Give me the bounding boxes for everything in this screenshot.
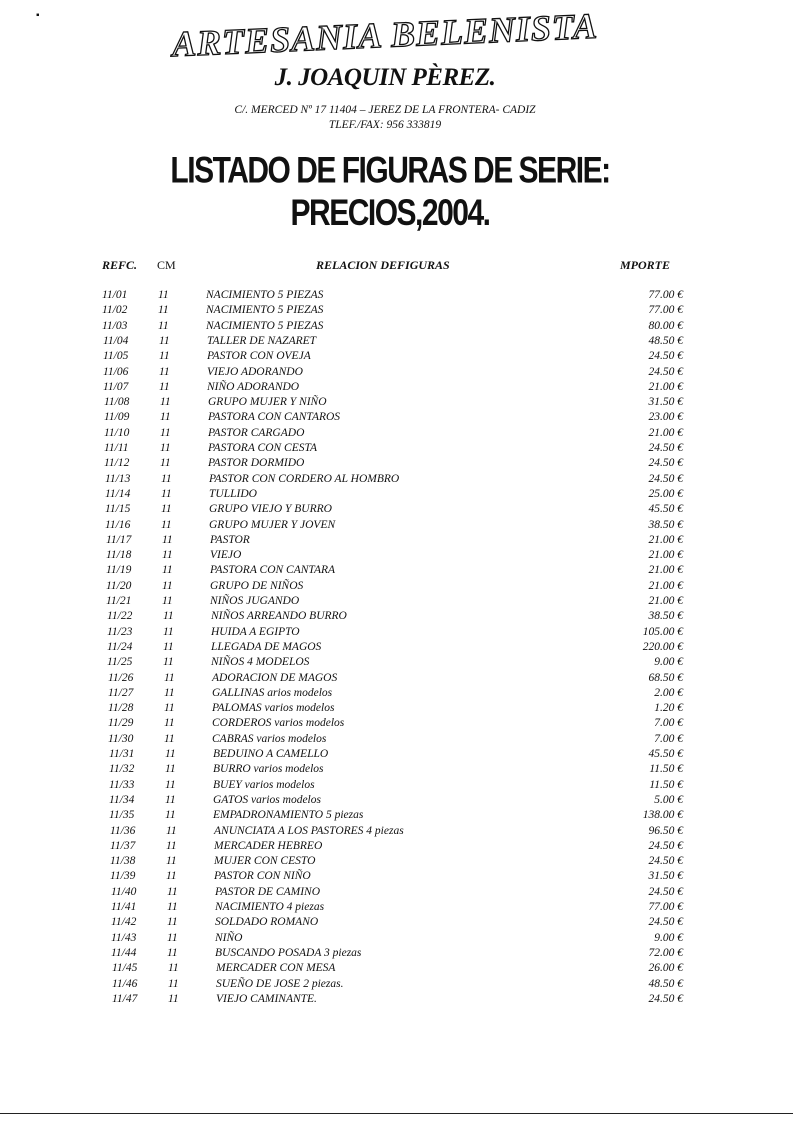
table-row: [0, 473, 793, 488]
table-row: [0, 503, 793, 518]
row-cm: 11: [165, 809, 176, 822]
row-price: 24.50 €: [648, 442, 683, 454]
row-price: 24.50 €: [648, 472, 683, 485]
table-row: [0, 304, 793, 319]
row-price: 68.50 €: [648, 671, 683, 684]
row-ref: 11/08: [104, 396, 130, 409]
row-name: NACIMIENTO 4 piezas: [215, 901, 325, 913]
table-row: [0, 993, 793, 1008]
row-price: 105.00 €: [642, 625, 683, 638]
row-price: 21.00 €: [648, 549, 683, 562]
row-cm: 11: [164, 671, 175, 684]
row-name: CABRAS varios modelos: [212, 732, 327, 745]
table-row: [0, 427, 793, 442]
row-ref: 11/31: [109, 748, 135, 760]
row-name: GRUPO MUJER Y JOVEN: [209, 518, 336, 531]
column-header-price: MPORTE: [620, 258, 671, 272]
owner-name: J. JOAQUIN PÈREZ.: [274, 64, 496, 91]
row-name: CORDEROS varios modelos: [212, 717, 345, 730]
table-row: [0, 610, 793, 625]
table-row: [0, 763, 793, 778]
table-row: [0, 794, 793, 809]
row-name: PASTOR CON OVEJA: [207, 350, 311, 363]
row-name: ADORACION DE MAGOS: [212, 671, 338, 684]
table-row: [0, 733, 793, 748]
row-price: 21.00 €: [648, 380, 683, 393]
row-name: GATOS varios modelos: [213, 793, 321, 806]
column-header-ref: REFC.: [102, 258, 138, 272]
table-row: [0, 840, 793, 855]
table-row: [0, 702, 793, 717]
row-ref: 11/17: [106, 533, 132, 546]
table-row: [0, 641, 793, 656]
column-header-cm: CM: [157, 258, 176, 272]
row-cm: 11: [164, 732, 175, 745]
row-price: 24.50 €: [648, 365, 683, 378]
row-cm: 11: [168, 962, 179, 975]
row-ref: 11/15: [105, 503, 131, 516]
row-name: PASTOR CON CORDERO AL HOMBRO: [209, 472, 400, 485]
row-name: NACIMIENTO 5 PIEZAS: [206, 304, 324, 317]
row-price: 48.50 €: [648, 334, 683, 347]
row-cm: 11: [164, 717, 175, 730]
table-row: [0, 396, 793, 411]
row-price: 7.00 €: [654, 732, 683, 745]
row-cm: 11: [166, 870, 177, 883]
row-ref: 11/26: [108, 671, 134, 684]
row-price: 80.00 €: [648, 319, 683, 332]
row-ref: 11/40: [111, 885, 137, 898]
row-name: BURRO varios modelos: [213, 763, 324, 776]
table-row: [0, 687, 793, 702]
row-cm: 11: [163, 656, 174, 669]
row-ref: 11/24: [107, 640, 133, 653]
table-row: [0, 411, 793, 426]
table-row: [0, 580, 793, 595]
row-ref: 11/30: [108, 732, 134, 745]
row-ref: 11/16: [105, 518, 131, 531]
row-ref: 11/43: [111, 931, 137, 944]
footer-rule: [0, 1113, 793, 1114]
row-cm: 11: [168, 992, 179, 1005]
row-name: NACIMIENTO 5 PIEZAS: [206, 319, 324, 332]
row-name: NIÑO ADORANDO: [207, 380, 300, 393]
table-row: [0, 916, 793, 931]
row-cm: 11: [161, 487, 172, 500]
row-cm: 11: [167, 931, 178, 944]
row-price: 1.20 €: [654, 702, 683, 715]
row-ref: 11/42: [111, 916, 137, 929]
row-price: 21.00 €: [648, 564, 683, 577]
row-price: 31.50 €: [648, 396, 683, 409]
row-ref: 11/05: [103, 350, 129, 363]
row-cm: 11: [164, 686, 175, 699]
row-cm: 11: [166, 855, 177, 868]
row-name: PALOMAS varios modelos: [212, 702, 335, 715]
row-ref: 11/33: [109, 778, 135, 791]
row-ref: 11/11: [104, 442, 129, 454]
row-price: 24.50 €: [648, 350, 683, 363]
row-cm: 11: [163, 625, 174, 638]
row-name: VIEJO CAMINANTE.: [216, 992, 317, 1005]
row-price: 138.00 €: [642, 809, 683, 822]
row-ref: 11/37: [110, 839, 136, 852]
row-cm: 11: [158, 319, 169, 332]
table-row: [0, 978, 793, 993]
table-row: [0, 779, 793, 794]
table-row: [0, 289, 793, 304]
table-row: [0, 442, 793, 457]
row-ref: 11/20: [106, 579, 132, 592]
row-name: MERCADER CON MESA: [216, 962, 336, 975]
table-row: [0, 626, 793, 641]
table-row: [0, 962, 793, 977]
row-name: EMPADRONAMIENTO 5 piezas: [213, 809, 364, 822]
row-price: 21.00 €: [648, 533, 683, 546]
row-ref: 11/13: [105, 472, 131, 485]
row-ref: 11/27: [108, 686, 134, 699]
table-row: [0, 457, 793, 472]
row-name: VIEJO ADORANDO: [207, 365, 303, 378]
row-ref: 11/35: [109, 809, 135, 822]
table-row: [0, 855, 793, 870]
row-price: 38.50 €: [648, 610, 683, 623]
row-name: SOLDADO ROMANO: [215, 916, 319, 929]
row-cm: 11: [162, 549, 173, 562]
row-price: 21.00 €: [648, 426, 683, 439]
row-cm: 11: [158, 289, 169, 301]
table-row: [0, 564, 793, 579]
row-cm: 11: [161, 472, 172, 485]
row-name: PASTORA CON CANTARA: [210, 564, 336, 577]
row-name: PASTOR DORMIDO: [208, 457, 305, 470]
row-name: PASTORA CON CANTAROS: [208, 411, 341, 424]
row-cm: 11: [167, 946, 178, 959]
row-cm: 11: [165, 793, 176, 806]
table-row: [0, 809, 793, 824]
row-ref: 11/18: [106, 549, 132, 562]
row-name: VIEJO: [210, 549, 242, 562]
table-row: [0, 672, 793, 687]
row-name: NIÑO: [215, 931, 243, 944]
table-row: [0, 870, 793, 885]
row-price: 21.00 €: [648, 595, 683, 607]
row-cm: 11: [166, 824, 177, 837]
row-price: 24.50 €: [648, 839, 683, 852]
row-cm: 11: [159, 380, 170, 393]
table-row: [0, 366, 793, 381]
row-ref: 11/23: [107, 625, 133, 638]
row-cm: 11: [159, 365, 170, 378]
row-ref: 11/47: [112, 992, 138, 1005]
row-ref: 11/09: [104, 411, 130, 424]
row-ref: 11/25: [107, 656, 133, 669]
row-name: PASTORA CON CESTA: [208, 442, 318, 454]
row-cm: 11: [165, 763, 176, 776]
row-cm: 11: [163, 640, 174, 653]
row-name: BUSCANDO POSADA 3 piezas: [215, 946, 362, 959]
row-price: 11.50 €: [649, 763, 683, 776]
row-name: TULLIDO: [209, 487, 257, 500]
row-cm: 11: [162, 579, 173, 592]
table-row: [0, 595, 793, 610]
row-ref: 11/19: [106, 564, 132, 577]
row-ref: 11/39: [110, 870, 136, 883]
row-name: GALLINAS arios modelos: [212, 686, 333, 699]
table-row: [0, 947, 793, 962]
row-cm: 11: [160, 396, 171, 409]
table-row: [0, 656, 793, 671]
row-price: 24.50 €: [648, 457, 683, 470]
row-ref: 11/21: [106, 595, 132, 607]
table-row: [0, 534, 793, 549]
row-price: 24.50 €: [648, 992, 683, 1005]
row-price: 31.50 €: [648, 870, 683, 883]
row-ref: 11/41: [111, 901, 137, 913]
row-cm: 11: [166, 839, 177, 852]
row-name: ANUNCIATA A LOS PASTORES 4 piezas: [214, 824, 404, 837]
row-name: GRUPO VIEJO Y BURRO: [209, 503, 332, 516]
row-ref: 11/29: [108, 717, 134, 730]
row-cm: 11: [161, 503, 172, 516]
row-name: PASTOR: [210, 533, 250, 546]
row-ref: 11/36: [110, 824, 136, 837]
table-row: [0, 320, 793, 335]
row-price: 21.00 €: [648, 579, 683, 592]
row-name: PASTOR CON NIÑO: [214, 870, 311, 883]
table-row: [0, 335, 793, 350]
row-price: 96.50 €: [648, 824, 683, 837]
row-price: 24.50 €: [648, 855, 683, 868]
table-row: [0, 488, 793, 503]
row-cm: 11: [161, 518, 172, 531]
row-name: PASTOR DE CAMINO: [215, 885, 320, 898]
row-price: 45.50 €: [648, 503, 683, 516]
row-name: GRUPO DE NIÑOS: [210, 579, 304, 592]
row-ref: 11/02: [102, 304, 128, 317]
row-ref: 11/01: [102, 289, 128, 301]
row-ref: 11/10: [104, 426, 130, 439]
row-ref: 11/34: [109, 793, 135, 806]
row-cm: 11: [164, 702, 175, 715]
row-name: NACIMIENTO 5 PIEZAS: [206, 289, 324, 301]
row-cm: 11: [160, 411, 171, 424]
row-ref: 11/38: [110, 855, 136, 868]
row-cm: 11: [168, 977, 179, 990]
table-row: [0, 932, 793, 947]
row-price: 24.50 €: [648, 885, 683, 898]
row-cm: 11: [167, 901, 178, 913]
table-row: [0, 901, 793, 916]
row-price: 2.00 €: [654, 686, 683, 699]
row-ref: 11/45: [112, 962, 138, 975]
row-cm: 11: [159, 334, 170, 347]
address-block: [200, 103, 570, 133]
document-title: LISTADO DE FIGURAS DE SERIE: PRECIOS,2004.: [170, 150, 610, 234]
row-name: TALLER DE NAZARET: [207, 334, 317, 347]
row-ref: 11/44: [111, 946, 137, 959]
row-name: NIÑOS ARREANDO BURRO: [211, 610, 347, 623]
row-cm: 11: [160, 442, 171, 454]
scan-speck: ▪: [36, 10, 40, 21]
table-row: [0, 549, 793, 564]
table-row: [0, 519, 793, 534]
row-ref: 11/12: [104, 457, 130, 470]
row-cm: 11: [158, 304, 169, 317]
row-price: 77.00 €: [648, 901, 683, 913]
row-ref: 11/04: [103, 334, 129, 347]
row-name: BEDUINO A CAMELLO: [213, 748, 329, 760]
row-price: 25.00 €: [648, 487, 683, 500]
row-price: 77.00 €: [648, 304, 683, 317]
row-price: 9.00 €: [654, 656, 683, 669]
row-cm: 11: [162, 595, 173, 607]
row-cm: 11: [165, 778, 176, 791]
row-price: 5.00 €: [654, 793, 683, 806]
row-name: HUIDA A EGIPTO: [211, 625, 300, 638]
row-cm: 11: [160, 426, 171, 439]
row-price: 220.00 €: [642, 640, 683, 653]
row-price: 23.00 €: [648, 411, 683, 424]
row-price: 24.50 €: [648, 916, 683, 929]
table-row: [0, 717, 793, 732]
table-row: [0, 748, 793, 763]
row-ref: 11/07: [103, 380, 129, 393]
row-price: 45.50 €: [648, 748, 683, 760]
row-name: NIÑOS JUGANDO: [210, 595, 300, 607]
table-row: [0, 350, 793, 365]
row-price: 77.00 €: [648, 289, 683, 301]
row-price: 9.00 €: [654, 931, 683, 944]
row-price: 11.50 €: [649, 778, 683, 791]
row-ref: 11/14: [105, 487, 131, 500]
row-price: 48.50 €: [648, 977, 683, 990]
row-name: MUJER CON CESTO: [214, 855, 316, 868]
row-name: SUEÑO DE JOSE 2 piezas.: [216, 977, 344, 990]
row-price: 7.00 €: [654, 717, 683, 730]
brand-name: ARTESANIA BELENISTA: [171, 5, 599, 65]
address-line: C/. MERCED Nº 17 11404 – JEREZ DE LA FRONTERA- CADIZ: [234, 104, 536, 116]
row-cm: 11: [167, 916, 178, 929]
table-row: [0, 381, 793, 396]
row-name: PASTOR CARGADO: [208, 426, 305, 439]
row-cm: 11: [163, 610, 174, 623]
phone-line: TLEF./FAX: 956 333819: [328, 119, 442, 131]
row-cm: 11: [162, 564, 173, 577]
row-name: NIÑOS 4 MODELOS: [211, 656, 310, 669]
row-ref: 11/22: [107, 610, 133, 623]
row-ref: 11/28: [108, 702, 134, 715]
row-ref: 11/46: [112, 977, 138, 990]
table-row: [0, 825, 793, 840]
row-price: 26.00 €: [648, 962, 683, 975]
row-ref: 11/06: [103, 365, 129, 378]
row-price: 38.50 €: [648, 518, 683, 531]
row-ref: 11/32: [109, 763, 135, 776]
row-cm: 11: [160, 457, 171, 470]
row-name: BUEY varios modelos: [213, 778, 315, 791]
row-cm: 11: [159, 350, 170, 363]
row-name: GRUPO MUJER Y NIÑO: [208, 396, 327, 409]
row-cm: 11: [167, 885, 178, 898]
row-price: 72.00 €: [648, 946, 683, 959]
row-cm: 11: [165, 748, 176, 760]
column-header-relation: RELACION DEFIGURAS: [316, 258, 450, 272]
row-name: MERCADER HEBREO: [214, 839, 323, 852]
table-row: [0, 886, 793, 901]
row-cm: 11: [162, 533, 173, 546]
row-ref: 11/03: [102, 319, 128, 332]
row-name: LLEGADA DE MAGOS: [211, 640, 322, 653]
